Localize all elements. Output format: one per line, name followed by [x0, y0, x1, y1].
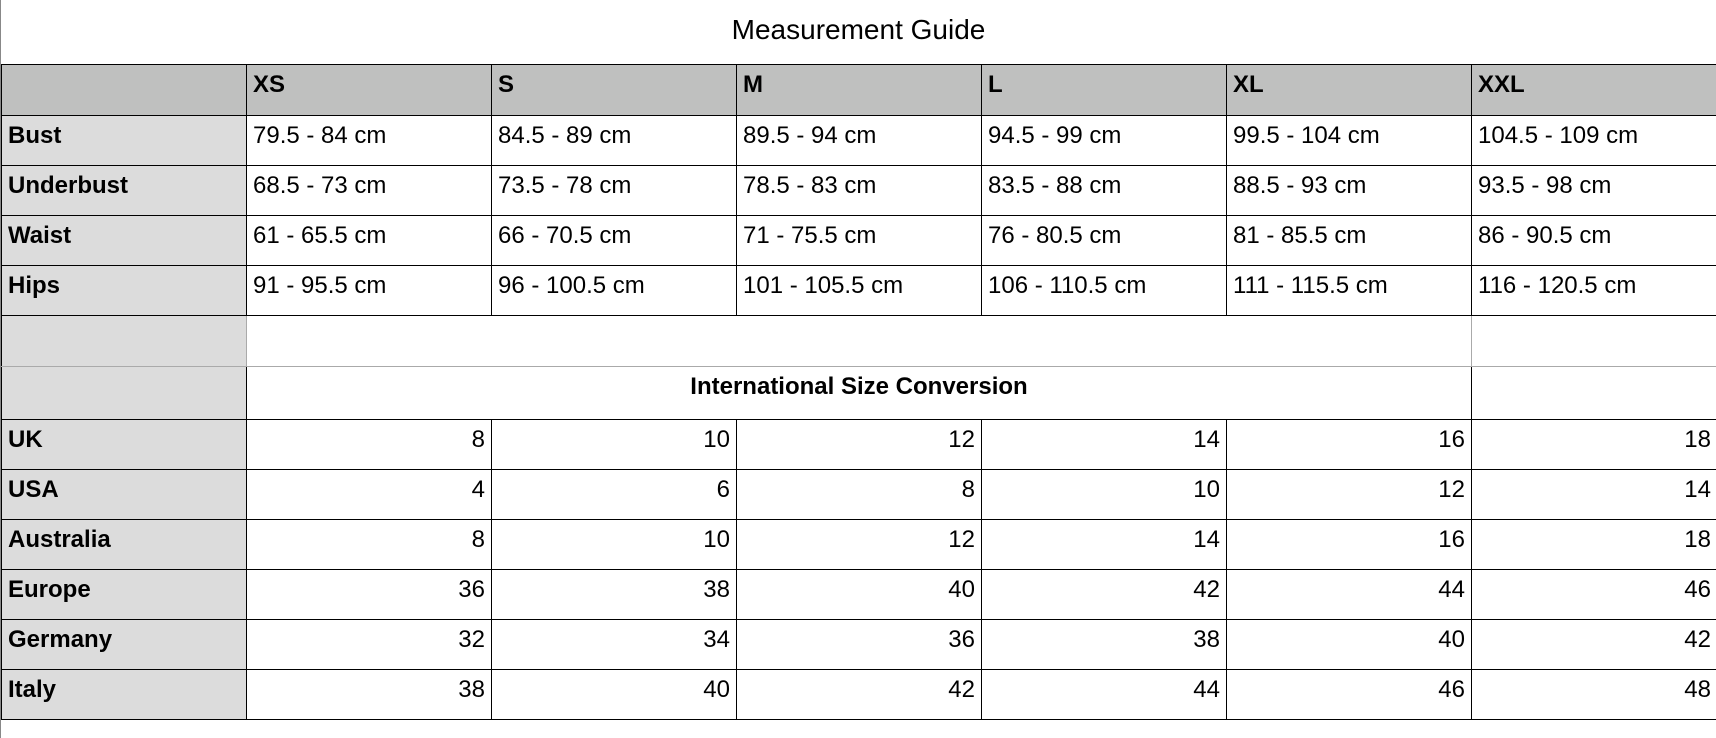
spacer-blank-cell [1472, 316, 1716, 367]
size-cell: 44 [982, 670, 1227, 720]
size-cell: 6 [492, 470, 737, 520]
size-cell: 18 [1472, 420, 1716, 470]
measurement-cell: 96 - 100.5 cm [492, 266, 737, 316]
conversion-row-australia [2, 520, 1716, 570]
size-cell: 10 [492, 520, 737, 570]
size-header-l: L [982, 65, 1227, 116]
row-label: USA [2, 470, 247, 520]
measurement-cell: 78.5 - 83 cm [737, 166, 982, 216]
measurement-cell: 68.5 - 73 cm [247, 166, 492, 216]
measurement-cell: 101 - 105.5 cm [737, 266, 982, 316]
measurement-row-bust [2, 116, 1716, 166]
measurement-cell: 106 - 110.5 cm [982, 266, 1227, 316]
size-cell: 44 [1227, 570, 1472, 620]
size-cell: 16 [1227, 520, 1472, 570]
conversion-row-uk [2, 420, 1716, 470]
conversion-header-label-cell [2, 367, 247, 420]
row-label: Italy [2, 670, 247, 720]
measurement-row-underbust [2, 166, 1716, 216]
spacer-row [2, 316, 1716, 367]
size-cell: 12 [737, 420, 982, 470]
size-cell: 8 [247, 420, 492, 470]
measurement-cell: 94.5 - 99 cm [982, 116, 1227, 166]
row-label: Germany [2, 620, 247, 670]
spacer-label-cell [2, 316, 247, 367]
size-cell: 32 [247, 620, 492, 670]
row-label: Underbust [2, 166, 247, 216]
size-cell: 14 [982, 420, 1227, 470]
row-label: Hips [2, 266, 247, 316]
conversion-header-blank-cell [1472, 367, 1716, 420]
measurement-cell: 88.5 - 93 cm [1227, 166, 1472, 216]
measurement-cell: 83.5 - 88 cm [982, 166, 1227, 216]
size-cell: 34 [492, 620, 737, 670]
measurement-cell: 116 - 120.5 cm [1472, 266, 1716, 316]
spacer-blank-cell [247, 316, 1472, 367]
measurement-row-hips [2, 266, 1716, 316]
size-cell: 14 [1472, 470, 1716, 520]
size-cell: 38 [492, 570, 737, 620]
measurement-cell: 89.5 - 94 cm [737, 116, 982, 166]
measurement-row-waist [2, 216, 1716, 266]
size-cell: 14 [982, 520, 1227, 570]
size-cell: 4 [247, 470, 492, 520]
row-label: Europe [2, 570, 247, 620]
size-cell: 38 [247, 670, 492, 720]
size-cell: 46 [1227, 670, 1472, 720]
measurement-cell: 71 - 75.5 cm [737, 216, 982, 266]
size-header-xxl: XXL [1472, 65, 1716, 116]
size-cell: 40 [492, 670, 737, 720]
size-cell: 48 [1472, 670, 1716, 720]
size-cell: 42 [737, 670, 982, 720]
size-cell: 8 [737, 470, 982, 520]
size-cell: 40 [737, 570, 982, 620]
row-label: Australia [2, 520, 247, 570]
measurement-cell: 81 - 85.5 cm [1227, 216, 1472, 266]
measurement-cell: 86 - 90.5 cm [1472, 216, 1716, 266]
row-label: Waist [2, 216, 247, 266]
size-cell: 38 [982, 620, 1227, 670]
size-cell: 8 [247, 520, 492, 570]
measurement-cell: 99.5 - 104 cm [1227, 116, 1472, 166]
header-corner-cell [2, 65, 247, 116]
measurement-cell: 84.5 - 89 cm [492, 116, 737, 166]
size-cell: 40 [1227, 620, 1472, 670]
conversion-row-usa [2, 470, 1716, 520]
measurement-cell: 61 - 65.5 cm [247, 216, 492, 266]
measurement-cell: 76 - 80.5 cm [982, 216, 1227, 266]
size-cell: 36 [737, 620, 982, 670]
size-header-xs: XS [247, 65, 492, 116]
measurement-cell: 104.5 - 109 cm [1472, 116, 1716, 166]
measurement-cell: 79.5 - 84 cm [247, 116, 492, 166]
size-cell: 16 [1227, 420, 1472, 470]
size-cell: 10 [492, 420, 737, 470]
conversion-section-title: International Size Conversion [247, 367, 1472, 420]
size-cell: 42 [982, 570, 1227, 620]
size-header-row [2, 65, 1716, 116]
size-header-xl: XL [1227, 65, 1472, 116]
size-cell: 18 [1472, 520, 1716, 570]
measurement-cell: 91 - 95.5 cm [247, 266, 492, 316]
measurement-cell: 111 - 115.5 cm [1227, 266, 1472, 316]
conversion-row-europe [2, 570, 1716, 620]
conversion-row-italy [2, 670, 1716, 720]
conversion-header-row [2, 367, 1716, 420]
measurement-cell: 93.5 - 98 cm [1472, 166, 1716, 216]
size-cell: 42 [1472, 620, 1716, 670]
measurement-cell: 66 - 70.5 cm [492, 216, 737, 266]
row-label: UK [2, 420, 247, 470]
size-cell: 10 [982, 470, 1227, 520]
size-cell: 12 [737, 520, 982, 570]
size-table [1, 64, 1716, 720]
conversion-row-germany [2, 620, 1716, 670]
page-title: Measurement Guide [731, 14, 986, 45]
size-header-m: M [737, 65, 982, 116]
size-cell: 46 [1472, 570, 1716, 620]
size-cell: 36 [247, 570, 492, 620]
row-label: Bust [2, 116, 247, 166]
measurement-cell: 73.5 - 78 cm [492, 166, 737, 216]
size-header-s: S [492, 65, 737, 116]
size-cell: 12 [1227, 470, 1472, 520]
